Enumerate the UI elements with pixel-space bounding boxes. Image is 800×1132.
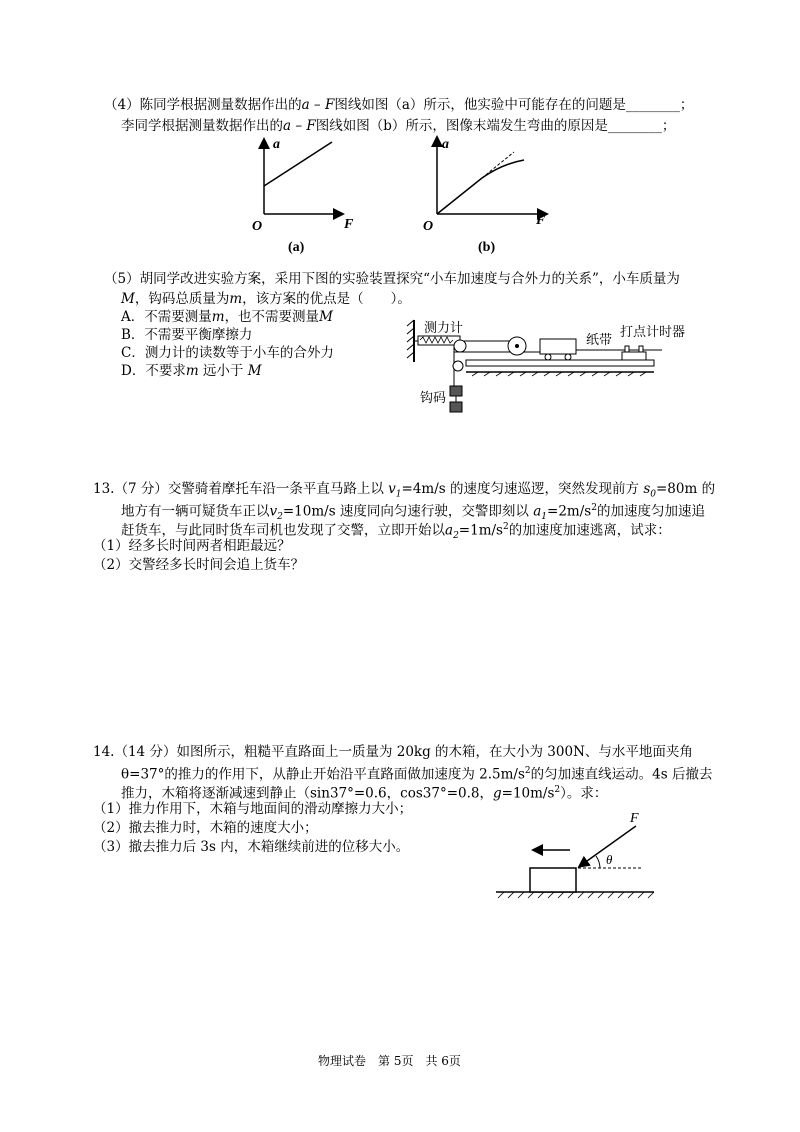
option-c: C．测力计的读数等于小车的合外力 [121,345,334,361]
moving-pulley [454,340,466,352]
track [466,360,654,366]
graph-b-dashed-extension [482,152,514,178]
option-d: D．不要求m 远小于 M [121,363,262,379]
q13-line2: 地方有一辆可疑货车正以$v_2=10m/s$ 速度同向匀速行驶，交警即刻以 $a_1=2m/s^2$的加速度匀加速追 [121,503,705,523]
option-a: A．不需要测量m，也不需要测量M [121,309,333,325]
weight-2 [450,402,462,412]
graph-b [414,132,564,262]
graph-a-x-label: F [344,217,354,232]
option-b: B．不需要平衡摩擦力 [121,327,253,343]
wooden-box [530,868,576,892]
weights-label: 钩码 [420,390,447,405]
q14-sub2: （2）撤去推力时，木箱的速度大小； [93,820,318,836]
q14-sub3: （3）撤去推力后 3s 内，木箱继续前进的位移大小。 [93,839,410,855]
dynamometer-label: 测力计 [424,320,464,335]
graph-b-y-label: a [442,137,449,152]
q13-sub2: （2）交警经多长时间会追上货车？ [93,557,305,573]
q14-line2: θ=37°的推力的作用下，从静止开始沿平直路面做加速度为 $2.5m/s^2$的匀加速直线运动。4s 后撤去 [121,766,713,783]
cart [540,339,576,354]
angle-label: θ [606,852,613,867]
force-label: F [630,811,639,826]
graph-a-caption: (a) [288,240,305,255]
q12-4-line2: 李同学根据测量数据作出的a – F图线如图（b）所示，图像末端发生弯曲的原因是________； [121,118,676,134]
graph-a [240,132,380,262]
graph-a-y-label: a [273,137,280,152]
graph-b-x-label: F [536,213,546,228]
q12-4-line1: （4）陈同学根据测量数据作出的a – F图线如图（a）所示，他实验中可能存在的问题是________； [104,97,694,113]
q14-sub1: （1）推力作用下，木箱与地面间的滑动摩擦力大小； [93,801,413,817]
q13-line3: 赶货车，与此同时货车司机也发现了交警，立即开始以$a_2=1m/s^2$的加速度加速逃离，试求： [121,522,671,542]
graph-a-origin: O [252,219,263,234]
q13-line1: 13.（7 分）交警骑着摩托车沿一条平直马路上以 $v_1=4m/s$ 的速度匀速巡逻，突然发现前方 $s_0=80m$ 的 [93,481,716,500]
graph-b-curve [437,160,524,214]
angle-arc [596,856,600,868]
graph-b-caption: (b) [478,240,496,255]
box-force-figure [488,808,668,912]
page-footer: 物理试卷 第 5页 共 6页 [318,1054,461,1068]
q14-line1: 14.（14 分）如图所示，粗糙平直路面上一质量为 20kg 的木箱，在大小为 300N、与水平地面夹角 [93,744,693,760]
q12-5-line2: M，钩码总质量为m，该方案的优点是（ ）。 [121,291,411,307]
weight-1 [450,386,462,396]
timer [622,352,646,360]
q12-5-line1: （5）胡同学改进实验方案，采用下图的实验装置探究“小车加速度与合外力的关系”，小车质量为 [104,271,680,287]
tape-label: 纸带 [586,332,613,347]
graph-b-origin: O [423,219,434,234]
q13-sub1: （1）经多长时间两者相距最远？ [93,538,291,554]
q14-line3: 推力，木箱将逐渐减速到静止（sin37°=0.6，cos37°=0.8，$g=10m/s^2$）。求： [121,785,608,802]
apparatus-figure [400,314,700,426]
timer-label: 打点计时器 [620,324,686,339]
